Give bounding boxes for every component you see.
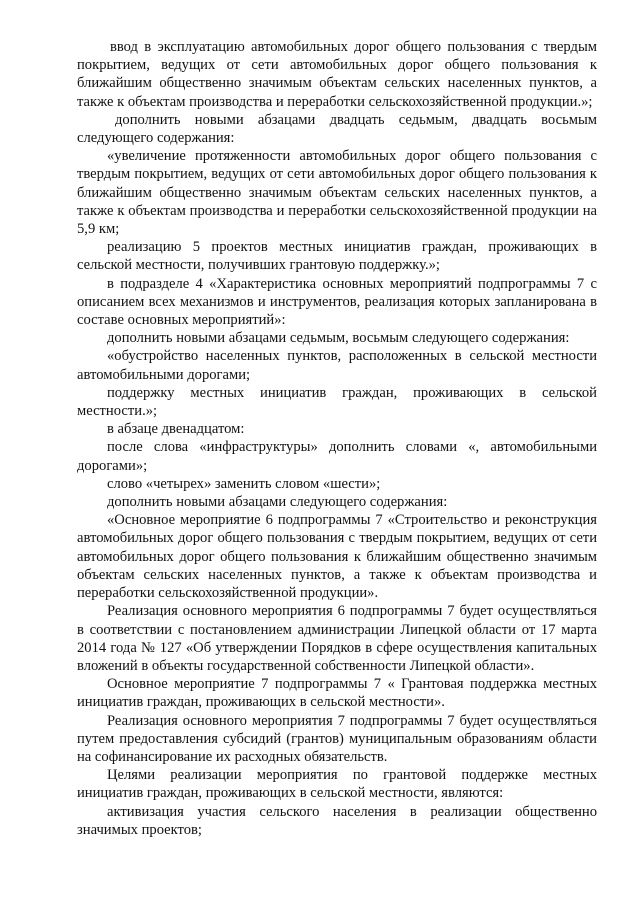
paragraph-3: «увеличение протяженности автомобильных дорог общего пользования с твердым покрытием, ведущих от сети автомобильных дорог общего пользования к ближайшим общественно значимым объектам сельских населенных пунктов, а также к объектам производства и переработки сельскохозяйственной продукции на 5,9 км; — [77, 148, 597, 238]
paragraph-4: реализацию 5 проектов местных инициатив граждан, проживающих в сельской местности, получивших грантовую поддержку.»; — [77, 239, 597, 274]
paragraph-18: активизация участия сельского населения в реализации общественно значимых проектов; — [77, 803, 597, 838]
paragraph-10: после слова «инфраструктуры» дополнить словами «, автомобильными дорогами»; — [77, 439, 597, 474]
paragraph-2: дополнить новыми абзацами двадцать седьмым, двадцать восьмым следующего содержания: — [77, 111, 597, 147]
document-body — [77, 38, 597, 839]
paragraph-16: Реализация основного мероприятия 7 подпрограммы 7 будет осуществляться путем предоставления субсидий (грантов) муниципальным образованиям области на софинансирование их расходных обязательств. — [77, 712, 597, 765]
paragraph-14: Реализация основного мероприятия 6 подпрограммы 7 будет осуществляться в соответствии с постановлением администрации Липецкой области от 17 марта 2014 года № 127 «Об утверждении Порядков в сфере осуществления капитальных вложений в объекты государственной собственности Липецкой области». — [77, 603, 597, 674]
paragraph-11: слово «четырех» заменить словом «шести»; — [107, 475, 381, 492]
paragraph-17: Целями реализации мероприятия по грантовой поддержке местных инициатив граждан, проживающих в сельской местности, являются: — [77, 767, 597, 802]
paragraph-9: в абзаце двенадцатом: — [107, 421, 245, 438]
paragraph-12: дополнить новыми абзацами следующего содержания: — [107, 494, 448, 511]
paragraph-8: поддержку местных инициатив граждан, проживающих в сельской местности.»; — [77, 384, 597, 420]
paragraph-7: «обустройство населенных пунктов, расположенных в сельской местности автомобильными дорогами; — [77, 348, 597, 383]
paragraph-13: «Основное мероприятие 6 подпрограммы 7 «Строительство и реконструкция автомобильных дорог общего пользования с твердым покрытием, ведущих от сети автомобильных дорог общего пользования к ближайшим общественно значимым объектам сельских населенных пунктов, а также к объектам производства и переработки сельскохозяйственной продукции». — [77, 512, 597, 602]
paragraph-1: ввод в эксплуатацию автомобильных дорог общего пользования с твердым покрытием, ведущих от сети автомобильных дорог общего пользования к ближайшим общественно значимым объектам сельских населенных пунктов, а также к объектам производства и переработки сельскохозяйственной продукции.»; — [77, 39, 597, 110]
paragraph-6: дополнить новыми абзацами седьмым, восьмым следующего содержания: — [107, 330, 570, 347]
paragraph-5: в подразделе 4 «Характеристика основных мероприятий подпрограммы 7 с описанием всех механизмов и инструментов, реализация которых запланирована в составе основных мероприятий»: — [77, 275, 597, 329]
paragraph-15: Основное мероприятие 7 подпрограммы 7 « Грантовая поддержка местных инициатив граждан, проживающих в сельской местности». — [77, 676, 597, 711]
